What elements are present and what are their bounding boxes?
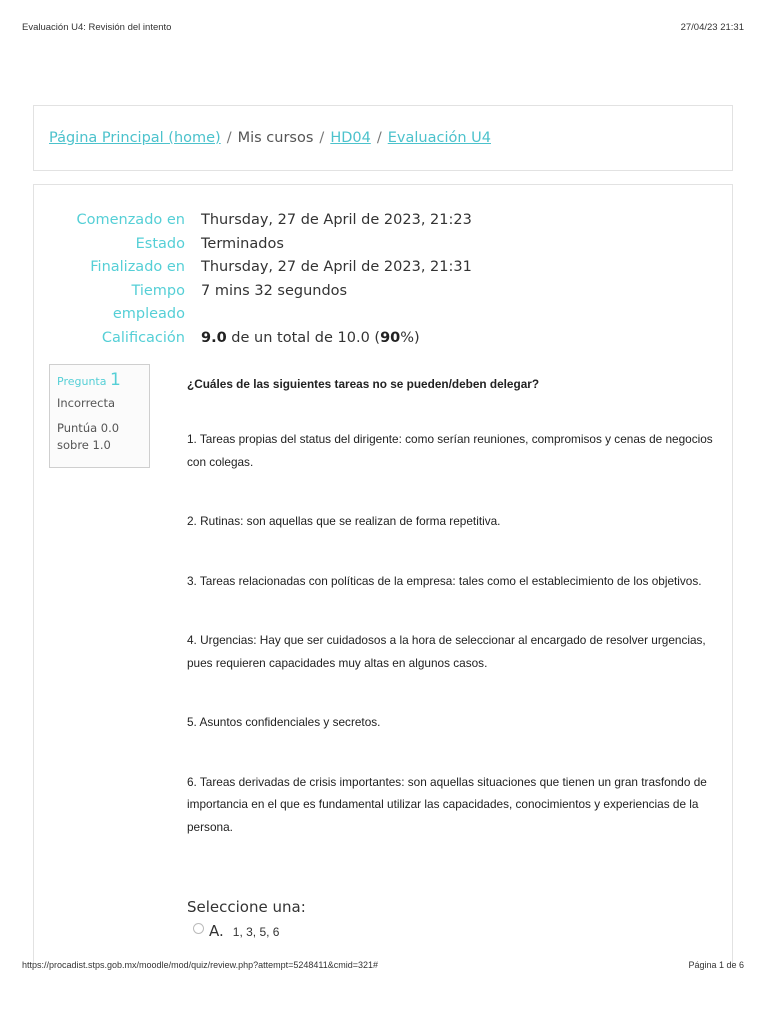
question-text: [187, 376, 717, 875]
summary-row-finished: [34, 256, 651, 280]
question-state: Incorrecta: [57, 396, 115, 410]
question-info-box: [49, 364, 150, 468]
grade-percent-sign: %): [400, 329, 420, 346]
breadcrumb-separator: /: [319, 130, 325, 146]
question-grade: [57, 420, 142, 454]
print-footer-page: Página 1 de 6: [688, 960, 744, 970]
summary-row-grade: [34, 327, 651, 351]
grade-label: Calificación: [101, 329, 185, 346]
select-one-label: Seleccione una:: [187, 898, 306, 916]
breadcrumb-link-quiz[interactable]: Evaluación U4: [387, 130, 491, 146]
breadcrumb-link-home[interactable]: Página Principal (home): [49, 130, 221, 146]
print-header-title: Evaluación U4: Revisión del intento: [22, 22, 172, 33]
question-number-value: 1: [109, 370, 121, 390]
state-label: Estado: [135, 235, 185, 252]
question-number: [57, 371, 142, 391]
started-value: Thursday, 27 de April de 2023, 21:23: [201, 212, 472, 228]
question-grade-line2: sobre 1.0: [57, 438, 111, 452]
question-item-3: 3. Tareas relacionadas con políticas de la empresa: tales como el establecimiento de los objetivos.: [187, 573, 702, 588]
time-label: [34, 280, 187, 327]
summary-row-started: [34, 209, 651, 233]
question-title: ¿Cuáles de las siguientes tareas no se pueden/deben delegar?: [187, 377, 540, 391]
question-grade-line1: Puntúa 0.0: [57, 421, 120, 435]
answer-option-a[interactable]: [193, 922, 279, 940]
summary-row-state: [34, 233, 651, 257]
grade-value: [187, 327, 651, 351]
breadcrumb-separator: /: [376, 130, 382, 146]
question-item-4: 4. Urgencias: Hay que ser cuidadosos a la hora de seleccionar al encargado de resolver urgencias, pues requieren capacidades muy altas en algunos casos.: [187, 633, 706, 670]
option-text: 1, 3, 5, 6: [232, 925, 280, 939]
question-prefix: Pregunta: [57, 375, 107, 388]
state-value: Terminados: [201, 235, 284, 252]
grade-total: de un total de 10.0 (: [226, 329, 381, 346]
question-item-2: 2. Rutinas: son aquellas que se realizan de forma repetitiva.: [187, 514, 501, 528]
summary-row-time: [34, 280, 651, 327]
finished-label: Finalizado en: [90, 259, 185, 275]
breadcrumb: [33, 105, 733, 171]
breadcrumb-link-course[interactable]: HD04: [330, 130, 371, 146]
option-letter: A.: [209, 922, 224, 940]
breadcrumb-item-my-courses: Mis cursos: [237, 130, 314, 146]
finished-value: Thursday, 27 de April de 2023, 21:31: [201, 259, 472, 275]
print-footer-url: https://procadist.stps.gob.mx/moodle/mod/quiz/review.php?attempt=5248411&cmid=321#: [22, 960, 379, 970]
question-item-5: 5. Asuntos confidenciales y secretos.: [187, 715, 381, 729]
breadcrumb-separator: /: [226, 130, 232, 146]
print-header-datetime: 27/04/23 21:31: [680, 22, 744, 33]
question-item-6: 6. Tareas derivadas de crisis importantes: son aquellas situaciones que tienen un gran trasfondo de importancia en el que es fundamental utilizar las capacidades, conocimientos y experiencias de la persona.: [187, 774, 707, 834]
started-label: Comenzado en: [76, 212, 185, 228]
grade-percent: 90: [380, 329, 401, 346]
attempt-summary: [34, 209, 651, 350]
time-label-line2: empleado: [112, 306, 185, 322]
radio-button-a[interactable]: [193, 923, 204, 934]
time-label-line1: Tiempo: [131, 282, 185, 299]
time-value: 7 mins 32 segundos: [201, 282, 348, 299]
grade-score: 9.0: [201, 329, 227, 346]
question-item-1: 1. Tareas propias del status del dirigente: como serían reuniones, compromisos y cenas de negocios con colegas.: [187, 432, 713, 469]
